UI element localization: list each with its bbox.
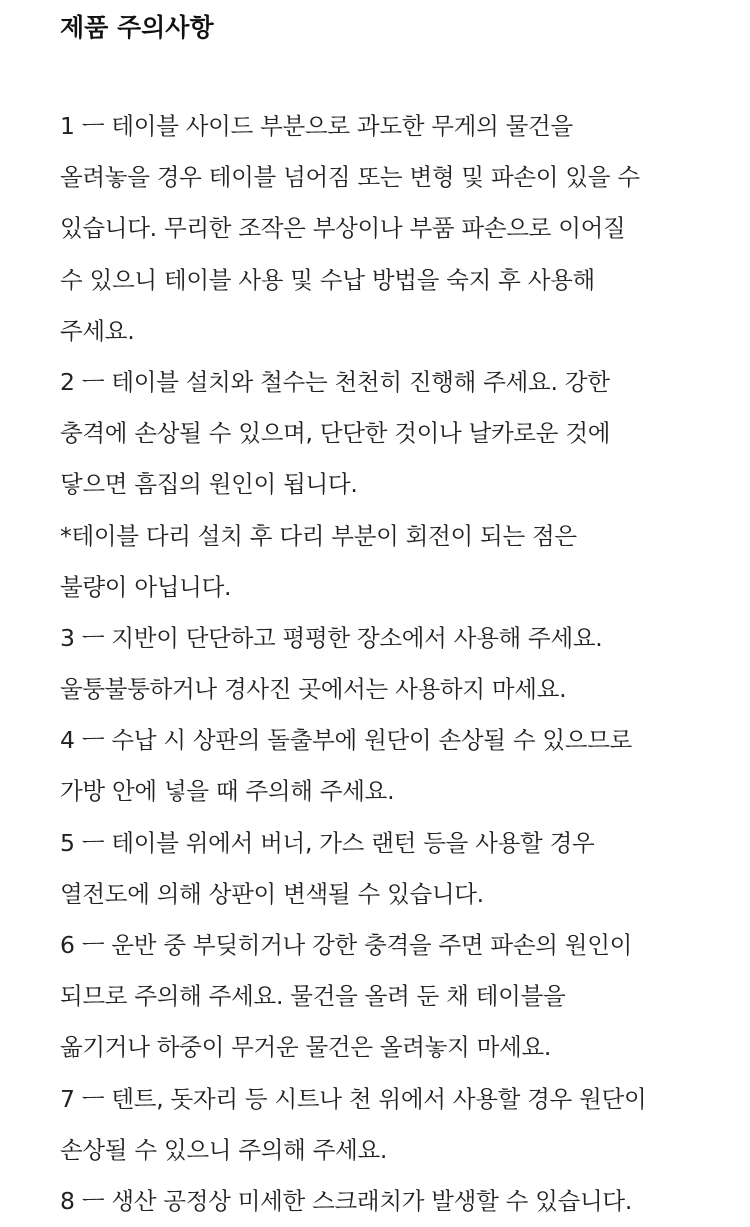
text-line: 2 ㅡ 테이블 설치와 철수는 천천히 진행해 주세요. 강한 [60, 367, 610, 396]
text-line: 손상될 수 있으니 주의해 주세요. [60, 1135, 388, 1164]
text-line: 3 ㅡ 지반이 단단하고 평평한 장소에서 사용해 주세요. [60, 623, 603, 652]
text-line: 주세요. [60, 316, 135, 345]
text-line: *테이블 다리 설치 후 다리 부분이 회전이 되는 점은 [60, 521, 577, 550]
text-line: 울퉁불퉁하거나 경사진 곳에서는 사용하지 마세요. [60, 675, 567, 704]
text-line: 6 ㅡ 운반 중 부딪히거나 강한 충격을 주면 파손의 원인이 [60, 931, 633, 959]
text-line: 올려놓을 경우 테이블 넘어짐 또는 변형 및 파손이 있을 수 [60, 163, 640, 192]
text-line: 있습니다. 무리한 조작은 부상이나 부품 파손으로 이어질 [60, 214, 626, 243]
text-line: 1 ㅡ 테이블 사이드 부분으로 과도한 무게의 물건을 [60, 112, 573, 140]
text-line: 열전도에 의해 상판이 변색될 수 있습니다. [60, 879, 484, 908]
text-line: 옮기거나 하중이 무거운 물건은 올려놓지 마세요. [60, 1033, 552, 1062]
text-line: 7 ㅡ 텐트, 돗자리 등 시트나 천 위에서 사용할 경우 원단이 [60, 1084, 647, 1113]
text-line: 충격에 손상될 수 있으며, 단단한 것이나 날카로운 것에 [60, 419, 611, 448]
text-line: 5 ㅡ 테이블 위에서 버너, 가스 랜턴 등을 사용할 경우 [60, 828, 595, 857]
text-line: 가방 안에 넣을 때 주의해 주세요. [60, 777, 395, 806]
text-line: 4 ㅡ 수납 시 상판의 돌출부에 원단이 손상될 수 있으므로 [60, 726, 633, 755]
page-title: 제품 주의사항 [60, 13, 214, 42]
text-line: 불량이 아닙니다. [60, 572, 232, 601]
text-line: 8 ㅡ 생산 공정상 미세한 스크래치가 발생할 수 있습니다. [60, 1186, 633, 1215]
caution-text [60, 101, 740, 1227]
text-line: 닿으면 흠집의 원인이 됩니다. [60, 470, 358, 499]
text-line: 되므로 주의해 주세요. 물건을 올려 둔 채 테이블을 [60, 982, 566, 1011]
text-line: 수 있으니 테이블 사용 및 수납 방법을 숙지 후 사용해 [60, 265, 595, 294]
